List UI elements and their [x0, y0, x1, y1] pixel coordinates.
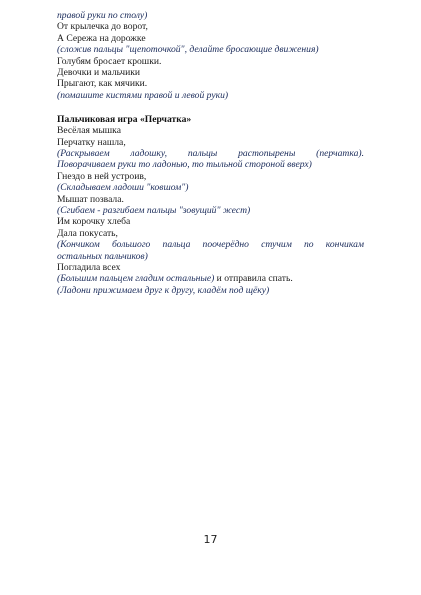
game-line-tail: и отправила спать. — [214, 273, 293, 285]
game-instruction: (Сгибаем - разгибаем пальцы "зовущий" жест) — [57, 205, 251, 216]
document-body — [57, 10, 364, 296]
game-instruction: (Большим пальцем гладим остальные) — [57, 273, 215, 285]
poem-line: Голубям бросает крошки. — [57, 55, 162, 67]
game-line: Дала покусать, — [57, 227, 118, 239]
game-instruction: (Ладони прижимаем друг к другу, кладём под щёку) — [57, 284, 270, 296]
game-mixed-line — [57, 273, 364, 284]
game-instruction: (Раскрываем ладошку, пальцы растопырены (перчатка). — [57, 147, 364, 159]
game-line: Гнездо в ней устроив, — [57, 170, 147, 182]
poem-line: А Сережа на дорожке — [57, 32, 146, 44]
poem-instruction: правой руки по столу) — [57, 10, 148, 21]
game-line: Перчатку нашла, — [57, 136, 126, 148]
game-instruction: остальных пальчиков) — [57, 250, 148, 262]
game-instruction: Поворачиваем руки то ладонью, то тыльной стороной вверх) — [57, 159, 312, 171]
game-instruction: (Складываем ладоши "ковшом") — [57, 182, 189, 194]
game-line: Погладила всех — [57, 262, 121, 274]
poem-line: Прыгают, как мячики. — [57, 78, 148, 90]
game-line: Им корочку хлеба — [57, 216, 131, 228]
section-heading: Пальчиковая игра «Перчатка» — [57, 113, 192, 125]
game-instruction: (Кончиком большого пальца поочерёдно стучим по кончикам — [57, 239, 364, 251]
game-line: Мышат позвала. — [57, 193, 124, 205]
poem-instruction: (помашите кистями правой и левой руки) — [57, 89, 229, 101]
poem-instruction: (сложив пальцы "щепоточкой", делайте бросающие движения) — [57, 44, 319, 56]
poem-line: Девочки и мальчики — [57, 67, 141, 79]
game-line: Весёлая мышка — [57, 125, 121, 137]
poem-line: От крылечка до ворот, — [57, 21, 148, 33]
page-number: 17 — [203, 533, 218, 546]
